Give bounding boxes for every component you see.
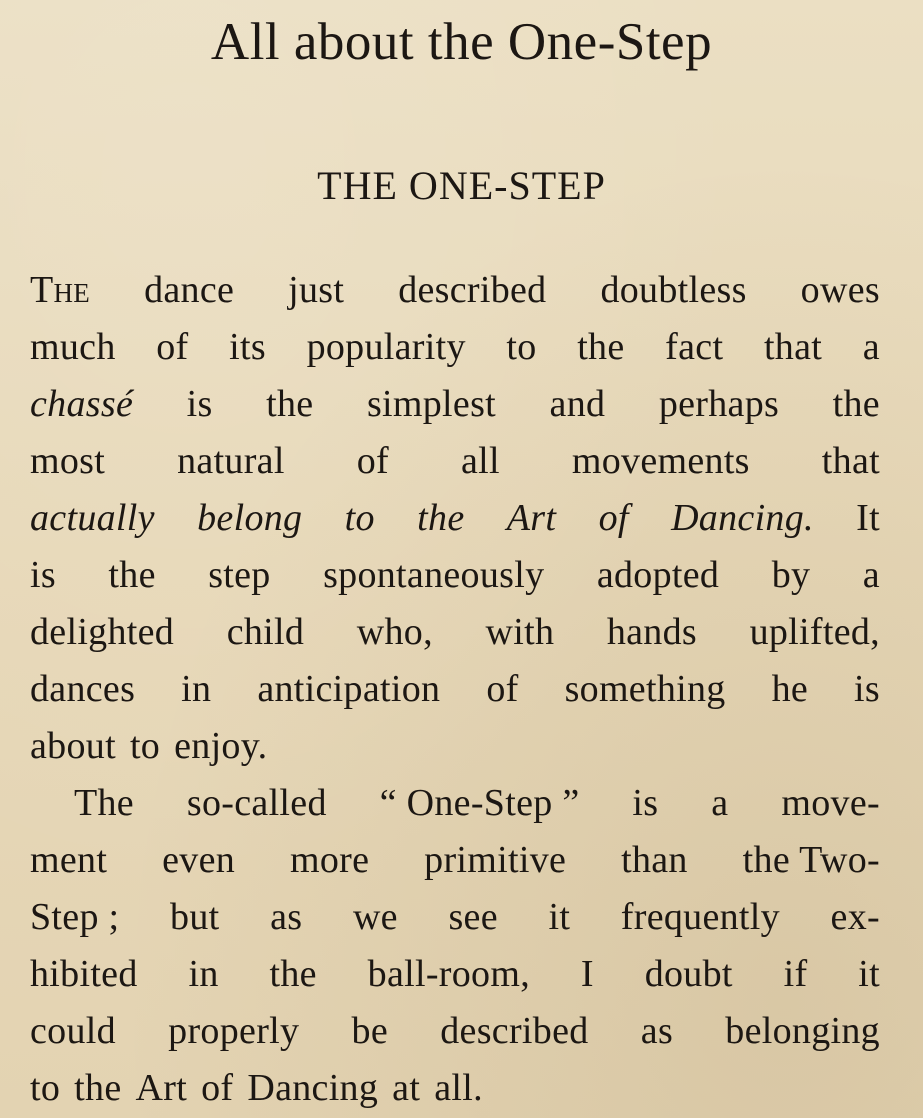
word: it [548, 896, 571, 938]
word: “ One-Step ” [379, 782, 580, 824]
word: we [352, 896, 398, 938]
word: is [854, 668, 880, 710]
word: in [181, 668, 212, 710]
word: a [711, 782, 729, 824]
word: the [266, 383, 314, 425]
word: Art [506, 497, 557, 539]
word: I [580, 953, 594, 995]
word: even [162, 839, 236, 881]
word: just [288, 269, 345, 311]
word: something [564, 668, 726, 710]
paragraph [30, 775, 880, 1117]
word: delighted [30, 611, 175, 653]
word: of [486, 668, 519, 710]
word: at [392, 1067, 421, 1109]
word: ex- [830, 896, 880, 938]
text-line [30, 490, 880, 547]
word: of [356, 440, 389, 482]
word: enjoy. [174, 725, 268, 767]
text-line [30, 547, 880, 604]
word: Step ; [30, 896, 120, 938]
word: if [783, 953, 808, 995]
word: that [763, 326, 823, 368]
word: hands [606, 611, 697, 653]
word: by [771, 554, 811, 596]
word: of [156, 326, 189, 368]
word: actually [30, 497, 155, 539]
text-line [30, 1003, 880, 1060]
word: much [30, 326, 116, 368]
word: and [549, 383, 606, 425]
paragraph [30, 262, 880, 775]
word: ment [30, 839, 108, 881]
text-line [30, 319, 880, 376]
word: of [598, 497, 629, 539]
text-line [30, 604, 880, 661]
word: the Two- [742, 839, 880, 881]
word: simplest [366, 383, 497, 425]
text-line [30, 775, 880, 832]
word: doubtless [600, 269, 747, 311]
word: than [621, 839, 688, 881]
word: with [485, 611, 555, 653]
word: natural [177, 440, 285, 482]
chapter-title: THE ONE-STEP [317, 163, 606, 208]
word: frequently [620, 896, 780, 938]
word: but [170, 896, 220, 938]
text-line [30, 661, 880, 718]
word: dances [30, 668, 136, 710]
word: movements [571, 440, 750, 482]
word: is [632, 782, 659, 824]
word: it [858, 953, 880, 995]
word: in [188, 953, 219, 995]
word: all [460, 440, 500, 482]
word: its [229, 326, 266, 368]
text-line [30, 1060, 880, 1117]
word: belong [197, 497, 303, 539]
word: uplifted, [749, 611, 880, 653]
text-line [30, 433, 880, 490]
word: Art [135, 1067, 188, 1109]
word: child [226, 611, 305, 653]
word: the [108, 554, 156, 596]
word: chassé [30, 383, 134, 425]
word: It [856, 497, 880, 539]
word: be [351, 1010, 389, 1052]
text-line [30, 718, 880, 775]
text-line [30, 262, 880, 319]
word: he [771, 668, 809, 710]
word: perhaps [658, 383, 780, 425]
word: anticipation [257, 668, 441, 710]
word: owes [800, 269, 880, 311]
word: Dancing [247, 1067, 379, 1109]
word: dance [144, 269, 235, 311]
word: popularity [306, 326, 466, 368]
word: all. [434, 1067, 483, 1109]
text-line [30, 889, 880, 946]
text-line [30, 832, 880, 889]
text-line [30, 376, 880, 433]
word: adopted [596, 554, 720, 596]
word: the [577, 326, 625, 368]
word: to [30, 1067, 61, 1109]
word: The [30, 269, 91, 311]
running-head: All about the One-Step [210, 13, 713, 71]
word: so-called [186, 782, 327, 824]
word: ball-room, [367, 953, 531, 995]
word: the [269, 953, 317, 995]
word: who, [356, 611, 433, 653]
word: hibited [30, 953, 138, 995]
word: the [417, 497, 465, 539]
word: to [129, 725, 161, 767]
word: about [30, 725, 116, 767]
body-text [30, 262, 880, 1117]
word: is [186, 383, 213, 425]
word: belonging [725, 1010, 880, 1052]
word: doubt [644, 953, 733, 995]
word: properly [168, 1010, 300, 1052]
word: The [74, 782, 134, 824]
word: the [74, 1067, 122, 1109]
word: move- [781, 782, 880, 824]
word: of [201, 1067, 234, 1109]
word: fact [665, 326, 724, 368]
word: a [862, 326, 880, 368]
word: Dancing. [671, 497, 814, 539]
word: could [30, 1010, 116, 1052]
word: as [270, 896, 303, 938]
word: described [440, 1010, 589, 1052]
text-line [30, 946, 880, 1003]
word: that [821, 440, 880, 482]
word: the [832, 383, 880, 425]
word: more [289, 839, 370, 881]
word: primitive [424, 839, 567, 881]
word: is [30, 554, 56, 596]
word: as [640, 1010, 674, 1052]
word: a [862, 554, 880, 596]
word: spontaneously [323, 554, 545, 596]
word: most [30, 440, 106, 482]
word: see [448, 896, 498, 938]
word: step [208, 554, 271, 596]
word: to [344, 497, 375, 539]
word: described [398, 269, 547, 311]
word: to [506, 326, 537, 368]
